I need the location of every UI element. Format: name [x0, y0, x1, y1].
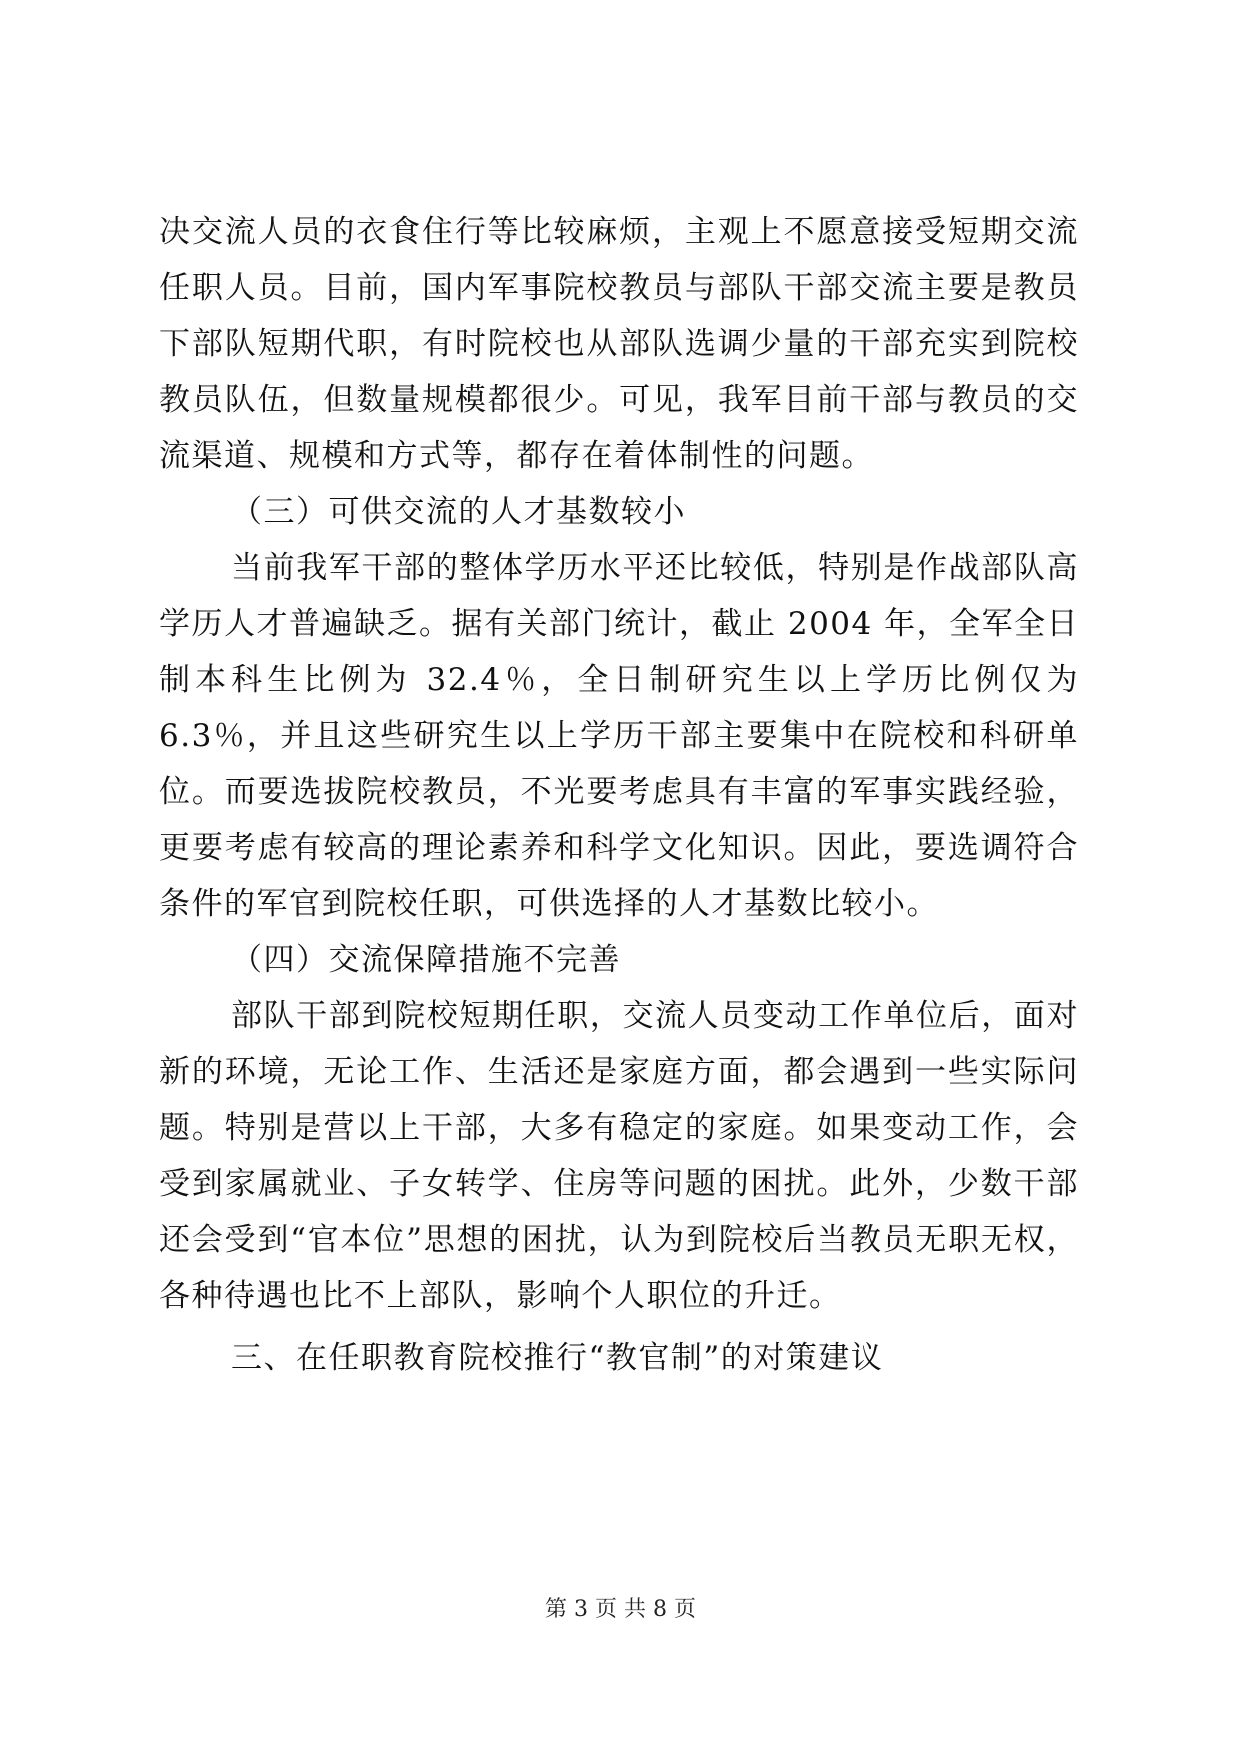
section-heading: （四）交流保障措施不完善 [231, 942, 621, 978]
section-heading: 三、在任职教育院校推行“教官制”的对策建议 [231, 1340, 884, 1376]
paragraph-line: 更要考虑有较高的理论素养和科学文化知识。因此，要选调符合 [159, 830, 1079, 866]
paragraph-line: 流渠道、规模和方式等，都存在着体制性的问题。 [159, 438, 874, 474]
paragraph-line: 决交流人员的衣食住行等比较麻烦，主观上不愿意接受短期交流 [159, 214, 1079, 250]
paragraph-line: 制本科生比例为 32.4％，全日制研究生以上学历比例仅为 [159, 662, 1079, 698]
paragraph-line: 部队干部到院校短期任职，交流人员变动工作单位后，面对 [231, 998, 1079, 1034]
paragraph-line: 教员队伍，但数量规模都很少。可见，我军目前干部与教员的交 [159, 382, 1079, 418]
paragraph-line: 新的环境，无论工作、生活还是家庭方面，都会遇到一些实际问 [159, 1054, 1079, 1090]
paragraph-line: 题。特别是营以上干部，大多有稳定的家庭。如果变动工作，会 [159, 1110, 1079, 1146]
section-heading: （三）可供交流的人才基数较小 [231, 494, 686, 530]
paragraph-line: 学历人才普遍缺乏。据有关部门统计，截止 2004 年，全军全日 [159, 606, 1080, 642]
paragraph-line: 还会受到“官本位”思想的困扰，认为到院校后当教员无职无权， [159, 1222, 1079, 1258]
paragraph-line: 下部队短期代职，有时院校也从部队选调少量的干部充实到院校 [159, 326, 1079, 362]
paragraph-line: 各种待遇也比不上部队，影响个人职位的升迁。 [159, 1278, 842, 1314]
paragraph-line: 任职人员。目前，国内军事院校教员与部队干部交流主要是教员 [159, 270, 1079, 306]
paragraph-line: 当前我军干部的整体学历水平还比较低，特别是作战部队高 [231, 550, 1079, 586]
paragraph-line: 受到家属就业、子女转学、住房等问题的困扰。此外，少数干部 [159, 1166, 1079, 1202]
paragraph-line: 6.3％，并且这些研究生以上学历干部主要集中在院校和科研单 [159, 718, 1079, 754]
page-footer: 第 3 页 共 8 页 [545, 1597, 696, 1622]
paragraph-line: 位。而要选拔院校教员，不光要考虑具有丰富的军事实践经验， [159, 774, 1079, 810]
paragraph-line: 条件的军官到院校任职，可供选择的人才基数比较小。 [159, 886, 939, 922]
